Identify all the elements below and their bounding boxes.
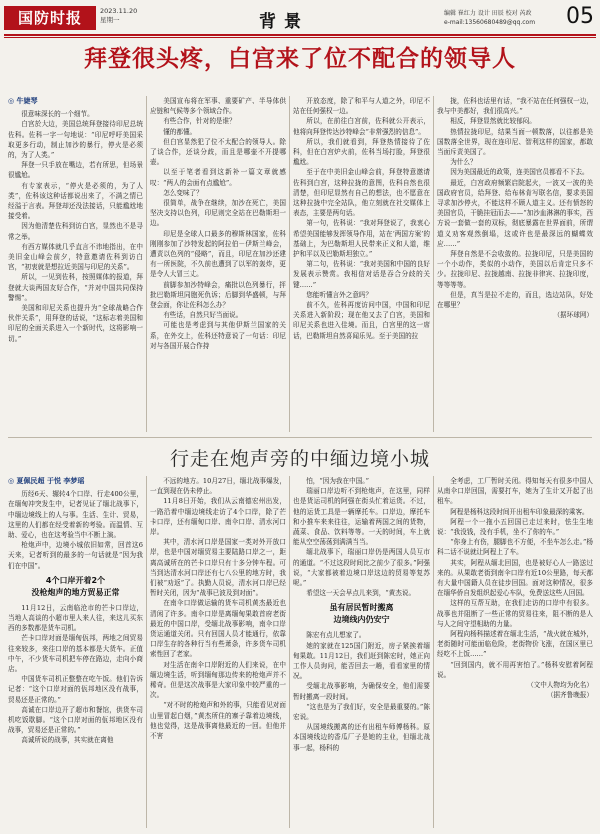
paragraph: 第一句，佐科说：“我对拜登说了，我衷心希望美国能够发挥领导作用，站在‘两国方案’的基础上，为巴勒斯坦人民带来正义和人道，维护和平以及巴勒斯坦独立。”	[293, 219, 430, 259]
article2-headline: 行走在炮声旁的中缅边境小城	[169, 448, 430, 470]
article2-source: （据齐鲁晚报）	[546, 691, 593, 700]
issue-date-value: 2023.11.20	[100, 7, 138, 15]
column-divider	[146, 96, 147, 432]
subhead-line: 边境线内仍安宁	[333, 615, 390, 625]
paragraph: 第二句，佐科说：“我对美国和中国的良好发展表示赞赏。我相信对话是吞合分歧的关键……”	[293, 260, 430, 289]
column-divider	[289, 476, 290, 828]
paragraph: 历经6天、辗转4个口岸、行走400公里，在缅甸冲突发生中，记者见证了缅北战事下，中缅边境线上的人与事。生活、生计、贸易，这里的人们都在经受着新的考验。而温情、互助、爱心，也在这考验当中不断上演。	[8, 490, 143, 540]
masthead-divider-thin	[4, 37, 596, 38]
article1-author: 牛婕琴	[16, 97, 38, 105]
paragraph: 有些话，自然只好当面说。	[163, 311, 243, 320]
paragraph: 缅北战事下，瑞丽口岸仍是两国人员互市的通道。“不过这段时间比之前少了很多。”阿强说，“大家都被着边境口岸这边的贸易等复苏呢。”	[293, 548, 430, 588]
paragraph: 以至于笔者看到这新补一篇文章就感叹：“两人的会面有点尴尬”。	[150, 168, 286, 187]
article2-column-2	[150, 476, 286, 830]
paragraph: 芒卡口岸对面是缅甸佤邦，两地之间贸易往来较多，来往口岸的基本都是大货车。正值中午，不少货车司机把车停在路边，走向小商店。	[8, 634, 143, 674]
paragraph: 这样的互帮互助，在我们走访的口岸中有很多。战事也并阻断了一些正常的贸易往来，阻不断的是人与人之间守望相助的力量。	[437, 599, 593, 628]
paragraph: 阿程一个一拖小五回国已走过来时，怯生生地说：“我没钱，没有手机，坐不了你的车。”	[437, 517, 593, 537]
paragraph: 但是，真当是拉不走的，而且，选边站队，好处在哪里？	[437, 290, 593, 310]
paragraph: 高诚在口岸边开了超市和餐馆，供货车司机吃饭歇脚。“这个口岸对面的佤邦地区没有战事，贸易还是正常的。”	[8, 705, 143, 735]
article1-headline: 拜登很头疼，白宫来了位不配合的领导人	[84, 46, 516, 72]
article2-subhead-1	[8, 575, 143, 599]
paragraph: “回到国内，就不用再害怕了。”杨科安慰着阿程说。	[437, 660, 593, 679]
paragraph: 前不久，佐科再度访问中国，中国和印尼关系进入新阶段；现在他又去了白宫，美国和印尼关系也进入佳境。而且，白宫里的这一席话，巴勒斯坦自然喜闻乐见。至于美国的拉	[293, 301, 430, 340]
paragraph: 陈宏有点儿想家了。	[306, 631, 366, 640]
paragraph: 很意味深长的一个细节。	[21, 110, 94, 119]
paragraph: 因为他清楚佐科到访白宫，显然也不是寻常之举。	[8, 222, 143, 241]
paragraph: 很简单，战争在继续，加沙在死亡，美国坚决支持以色列，印尼则完全站在巴勒斯坦一边。	[150, 199, 286, 228]
paragraph: 11月12日，云南临沧市的芒卡口岸边，当地人高谈的小超市里人来人往，来这儿买东西的多数都是货车司机。	[8, 603, 143, 633]
paragraph: 为什么？	[450, 158, 477, 167]
paragraph: 其实，阿程从缅北回国，也是被好心人一路送过来的。从果敢老街到南伞口岸有近10公里路，每天都有大量中国籍人员在徒步回国。面对这种情况，很多在缅华侨自发组织起爱心车队，免费送这些人回国。	[437, 558, 593, 598]
paragraph: 有专家表示，“停火是必须的，为了人类”，佐科该这种话都说出来了，不满之情已经溢于言表。拜登却还没法接话，只能尴尬地接受着。	[8, 181, 143, 221]
paragraph: 美国宣布将在军事、重要矿产、半导体供应链和气候等多个领域合作。	[150, 97, 286, 116]
paragraph: 白宫於大边，美国总统拜登接待印尼总统佐科。佐科一字一句地说：“印尼呼吁美国采取更多行动，制止加沙的暴行，停火是必须的，为了人类。”	[8, 120, 143, 160]
paragraph: 印尼是全球人口最多的穆斯林国家，佐科刚刚参加了沙特发起的阿拉伯－伊斯兰峰会，遭责以色列的“侵略”，而且，印尼在加沙还建有一所医院，不久前也遭到了以军的轰炸，更是令人大冒三丈。	[150, 229, 286, 279]
paragraph: “你身上有伤，腿脚也不方便，不坐车怎么走。”杨科二话不说就让阿程上了车。	[437, 538, 593, 557]
newspaper-logo: 国防时报	[4, 6, 96, 30]
paragraph: 前脚参加沙特峰会，痛批以色列暴行，抨批巴勒斯坦同胞死仇诉；后脚到华盛顿，与拜登会面，你让佐科怎么办？	[150, 280, 286, 310]
masthead	[4, 4, 596, 34]
paragraph: 有些合作，针对的是谁？	[163, 117, 236, 126]
paragraph: 所以，一见到佐科，按照媒体的报道，拜登就大谈两国友好合作，“并对中国共同保持警惕”。	[8, 273, 143, 302]
paragraph: 枪炮声中，边境小城依旧如常，回首这6天来，记者听到的最多的一句话就是“因为我们在中国”。	[8, 541, 143, 570]
article1-col1-body	[8, 109, 143, 344]
article2-note: （文中人物均为化名）	[527, 681, 593, 690]
paragraph: 全考虑，工厂暂时关闭。得知每天有很多中国人从南伞口岸回国，需要打车，她为了生计又开起了出租车。	[437, 477, 593, 506]
paragraph: 所以，在前往白宫前，佐科就公开表示，他将向拜登传达沙特峰会“非常强烈的信息”。	[293, 117, 430, 136]
article2-column-3	[293, 476, 430, 830]
paragraph: 在南伞口岸做运输的货车司机黄杰最近也清闲了许多。南伞口岸是离缅甸果敢首府老街最近的中国口岸，受缅北战事影响，南伞口岸货运通道关闭。只有回国人员才能通行，依靠口岸生存的各种行当有些萧条，许多货车司机索性回了老家。	[150, 599, 286, 659]
paragraph: 瑞丽口岸边听不到枪炮声，在这里，同样也是货运司机的阿强在街头忙着运货。不过，他的运货工具是一辆摩托车。口岸边，摩托车和小推车来来往往，运输着两国之间的货物，蔬菜、食品、饮料等等。一天的时间，车上就能从空空荡荡到满满当当。	[293, 487, 430, 547]
subhead-line: 没枪炮声的地方贸易正常	[31, 587, 120, 597]
column-divider	[146, 476, 147, 828]
byline-marker-icon: ◎	[8, 477, 17, 485]
paragraph: 因为美国最近的政策，连美国官员都看不下去。	[450, 168, 589, 177]
paragraph: 希望这一天会早点儿来到，“黄杰说。	[306, 589, 416, 598]
article2-subhead-2	[293, 602, 430, 626]
paragraph: 拢，佐科也话里有话，“我不站在任何强权一边，我与中美都好，我们很高兴。”	[437, 97, 593, 116]
article1-column-2	[150, 96, 286, 434]
paragraph: 最近，白宫政府频繁启院起火，一波又一波的美国政府官员，给拜登、给布林肯写联名信，要求美国寻求加沙停火，不能这样不顾人道主义。还有愤怒的美国官员，干脆挂冠而去——“加沙血淋淋的事实，西方说一套做一套的双标，彻底暴露在世界面前，所谓道义劝客观然倒塌，这或许也是最深远的蝴蝶效应……”	[437, 178, 593, 248]
paragraph: “这也是为了我们好，安全是最重要的。”陈宏说。	[293, 702, 430, 722]
article2-byline	[8, 476, 143, 486]
paragraph: 有西方媒体就几乎直言不讳地指出，在中美旧金山峰会前夕，特意邀请佐科到访白宫，“初衷就是想拉近美国与印尼的关系”。	[8, 242, 143, 272]
article1-column-4	[437, 96, 593, 434]
credits-email: e-mail:13560680489@qq.com	[444, 19, 536, 26]
article2-column-4	[437, 476, 593, 830]
paragraph: 热情拉拢印尼，结果当面一顿数落，以往都是美国数落全世界，现在连印尼、智利这样的国家，都敢当面斥责美国了。	[437, 127, 593, 157]
article1-column-1	[8, 96, 143, 434]
paragraph: 阿程向杨科描述着在缅北生活，“战火就在城外，老街随时可能面临危险，老街物价飞涨，在国区里已经吃不上饭……”	[437, 630, 593, 659]
editor-credits	[444, 9, 564, 27]
column-divider	[433, 96, 434, 432]
credits-line: 编辑 崔红力 设计 田辰 校对 芮政	[444, 10, 532, 17]
article1-byline	[8, 96, 143, 106]
paragraph: 高诚所说的战事，其实就在离他	[21, 736, 114, 745]
paragraph: “对不时的枪炮声和外的事，只能看见对面山里冒起白烟，”黄杰所住的寨子靠着边境线，他也觉得，这是战事离他最近的一回。但他并不害	[150, 701, 286, 741]
subhead-line: 4个口岸开着2个	[45, 575, 106, 585]
column-divider	[289, 96, 290, 432]
paragraph: 受缅北战事影响，为确保安全，他们需要暂时搬离一段时间。	[293, 682, 430, 701]
paragraph: 拜登自然是不会收敛的。拉拢印尼，只是美国的一个小动作，类似的小动作，美国以后肯定只多不少。拉拢印尼、拉拢越南、拉拢非律宾、拉拢印度，等等等等。	[437, 250, 593, 289]
paragraph: 对生活在南伞口岸附近的人们来说，在中缅边境生活，听到缅甸那边传来的枪炮声并不稀奇。但是这次战事是大家印象中较严重的一次。	[150, 660, 286, 700]
paragraph: 相反，拜登显然就比较郁闷。	[450, 117, 536, 126]
section-title: 背景	[259, 12, 309, 32]
article1-column-3	[293, 96, 430, 434]
article-separator	[8, 437, 592, 438]
paragraph: 不远的地方。10月27日，缅北战事爆发，一直到现在仍未停止。	[150, 477, 286, 496]
article2-column-1	[8, 476, 143, 830]
page-number: 05	[566, 4, 594, 29]
paragraph: 您能听懂言外之意吗？	[306, 290, 373, 299]
subhead-line: 虽有居民暂时搬离	[329, 603, 394, 613]
article2-authors: 夏佩民超 于悦 李梦瑶	[16, 477, 85, 485]
paragraph: 11月8日开始，我们从云南德宏州出发，一路沿着中缅边境线走访了4个口岸，除了芒卡口岸，还有缅甸口岸、南伞口岸、清水河口岸。	[150, 497, 286, 537]
paragraph: 中国货车司机正整整在吃午饭。他们告诉记者：“这个口岸对面的佤邦地区没有战事，贸易还是正常的。”	[8, 675, 143, 704]
paragraph: 美国和印尼关系也提升为“全球战略合作伙伴关系”，用拜登的话说，“这标志着美国和印尼的全面关系进入一个新时代，这将影响一切。”	[8, 304, 143, 343]
paragraph: 至于在中美旧金山峰会前，拜登特意邀请佐科到白宫，这种拉拢的意图，佐科自然也很清楚，但印尼显然有自己的想法，也不愿意在这种拉拢中完全站队，他立刻就在社交媒体上表态，主要是两句话。	[293, 168, 430, 218]
paragraph: 开放态度，除了和平与人道之外，印尼不站在任何强权一边。	[293, 97, 430, 116]
paragraph: 从国境线搬离的还有出租车师傅杨科。原本国境线边的香瓜厂子是她的主业，但缅北战事一起，杨科的	[293, 723, 430, 752]
paragraph: 她的家就在125国门附近，房子紧挨着缅甸果敢。11月12日，我们赶到陈宏时，她正向工作人员询问，能否回去一趟，看看家里的情况。	[293, 641, 430, 681]
byline-marker-icon: ◎	[8, 97, 17, 105]
paragraph: 可能也是考虑到与其他伊斯兰国家的关系，在外交上，佐科还特意说了一句话：印尼对与各国开展合作持	[150, 321, 286, 350]
masthead-divider	[4, 34, 596, 36]
paragraph: 但白宫显然犯了位不太配合的领导人。除了谈合作，还谈分歧，而且是哪壶不开提哪壶。	[150, 137, 286, 167]
issue-date	[100, 7, 137, 25]
paragraph: 其中，清水河口岸是国家一类对外开放口岸，也是中国对缅贸易主要陆路口岸之一，距离高诚所在的芒卡口岸只有十多分钟车程。可当到达清水河口岸还有七八公里的地方时，我们被“劝返”了。执勤人员说，清水河口岸已经暂时关闭，因为“战事已波及到对面”。	[150, 538, 286, 598]
column-divider	[433, 476, 434, 828]
paragraph: 所以，我们就看到，拜登热情接待了佐科，但在白宫炉火前，佐科当场打脸，拜登很尴尬。	[293, 137, 430, 167]
article1-source: （据环球网）	[553, 311, 593, 320]
paragraph: 怎么变味了？	[163, 188, 203, 197]
paragraph: 怕，“因为我在中国。”	[306, 477, 369, 485]
paragraph: 拜登一只手放在嘴边，若有所思，但场景很尴尬。	[8, 161, 143, 180]
paragraph: 阿程是杨科这段时间开出租车印象最深的乘客。	[450, 507, 589, 516]
issue-weekday: 星期一	[100, 16, 120, 24]
paragraph: 懂的都懂。	[163, 127, 197, 136]
